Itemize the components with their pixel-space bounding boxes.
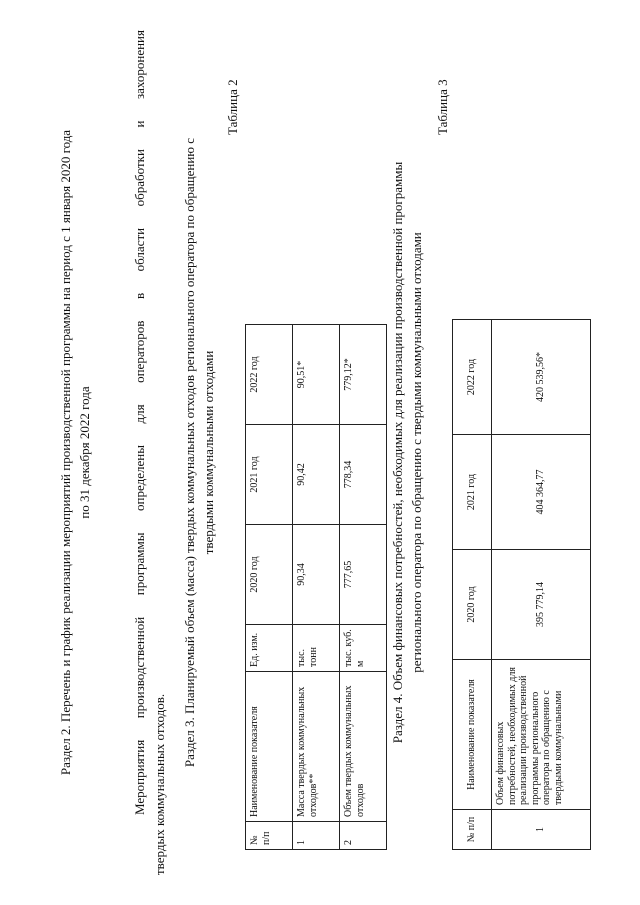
table3-cell: Объем финансовых потребностей, необходимых для реализации производственной программы регионального оператора по обращению с твердыми коммунальными bbox=[492, 660, 591, 810]
table-row bbox=[340, 325, 387, 850]
table3-cell: 404 364,77 bbox=[492, 435, 591, 550]
table3 bbox=[452, 319, 591, 850]
section3-title: Раздел 3. Планируемый объем (масса) твердых коммунальных отходов регионального оператора по обращению с твердыми коммунальными отходами bbox=[182, 137, 216, 768]
table-row bbox=[492, 320, 591, 850]
table2-label: Таблица 2 bbox=[225, 79, 240, 135]
table2-cell: 90,42 bbox=[293, 425, 340, 525]
table3-cell: 1 bbox=[492, 810, 591, 850]
table2-cell: 779,12* bbox=[340, 325, 387, 425]
table2-cell: 1 bbox=[293, 822, 340, 850]
table3-cell: 395 779,14 bbox=[492, 550, 591, 660]
section2-paragraph: Мероприятия производственной программы определены для операторов в области обработки и захоронения твердых коммунальных отходов. bbox=[132, 30, 167, 875]
table3-header-cell: 2022 год bbox=[453, 320, 492, 435]
table2-cell: 777,65 bbox=[340, 525, 387, 625]
table2-header-cell: 2021 год bbox=[246, 425, 293, 525]
table2-cell: Объем твердых коммунальных отходов bbox=[340, 672, 387, 822]
table2 bbox=[245, 324, 387, 850]
table2-cell: 2 bbox=[340, 822, 387, 850]
table2-header-cell: Ед. изм. bbox=[246, 625, 293, 672]
section2-title: Раздел 2. Перечень и график реализации мероприятий производственной программы на период с 1 января 2020 года по 31 декабря 2022 года bbox=[58, 129, 92, 776]
table2-cell: 90,34 bbox=[293, 525, 340, 625]
table2-cell: 778,34 bbox=[340, 425, 387, 525]
table3-cell: 420 539,56* bbox=[492, 320, 591, 435]
table2-header-row bbox=[246, 325, 293, 850]
table3-header-cell: № п/п bbox=[453, 810, 492, 850]
table2-header-cell: Наименование показателя bbox=[246, 672, 293, 822]
table2-cell: тыс. куб. м bbox=[340, 625, 387, 672]
table3-header-cell: 2020 год bbox=[453, 550, 492, 660]
table2-cell: 90,51* bbox=[293, 325, 340, 425]
table3-label: Таблица 3 bbox=[435, 79, 450, 135]
table2-header-cell: 2020 год bbox=[246, 525, 293, 625]
table2-header-cell: № п/п bbox=[246, 822, 293, 850]
table2-cell: тыс. тонн bbox=[293, 625, 340, 672]
table3-header-row bbox=[453, 320, 492, 850]
table2-header-cell: 2022 год bbox=[246, 325, 293, 425]
table3-header-cell: 2021 год bbox=[453, 435, 492, 550]
table2-cell: Масса твердых коммунальных отходов** bbox=[293, 672, 340, 822]
table-row bbox=[293, 325, 340, 850]
table3-header-cell: Наименование показателя bbox=[453, 660, 492, 810]
section4-title: Раздел 4. Объем финансовых потребностей, необходимых для реализации производственной программы регионального оператора по обращению с твердыми коммунальными отходами bbox=[390, 161, 424, 744]
